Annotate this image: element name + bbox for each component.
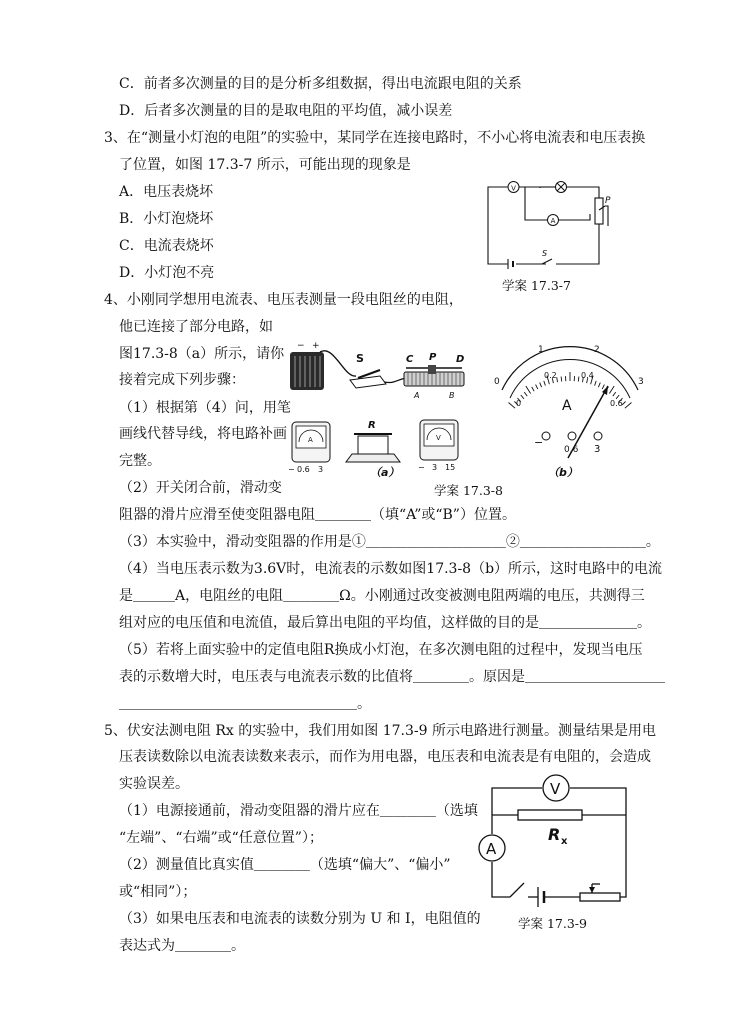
caption-fig-17-3-7: 学案 17.3-7 [502, 278, 571, 293]
svg-text:−: − [297, 341, 305, 351]
dial-tick [521, 395, 524, 399]
fig9-voltmeter-label: V [550, 780, 561, 798]
text-line: 了位置，如图 17.3-7 所示，可能出现的现象是 [119, 157, 411, 173]
voltmeter-letter: V [436, 434, 441, 442]
resistor-r-label: R [368, 420, 376, 431]
dial-tick [561, 377, 562, 382]
text-line: 表的示数增大时，电压表与电流表示数的比值将＿＿＿＿。原因是＿＿＿＿＿＿＿＿＿＿ [119, 669, 665, 685]
dial-tick [526, 386, 531, 394]
text-line: （3）本实验中，滑动变阻器的作用是①＿＿＿＿＿＿＿＿＿＿②＿＿＿＿＿＿＿＿＿。 [119, 534, 660, 550]
fig7-ammeter-label: A [550, 217, 556, 225]
text-line: （1）根据第（4）问，用笔 [119, 400, 291, 416]
dial-top-tick-2: 2 [594, 345, 600, 355]
resistor-device [346, 420, 400, 462]
ammeter-terminal-06: 0.6 [297, 465, 310, 474]
svg-text:+: + [312, 341, 320, 351]
dial-tick [540, 383, 542, 388]
rheostat-device [404, 352, 464, 400]
battery-pack [290, 341, 324, 390]
text-line: D．小灯泡不亮 [119, 265, 215, 281]
rheostat-b-label: B [449, 391, 455, 400]
text-line: 5、伏安法测电阻 Rx 的实验中，我们用如图 17.3-9 所示电路进行测量。测量结果是用电 [104, 723, 656, 739]
fig9-resistor-label: R [548, 825, 561, 844]
dial-unit-label: A [562, 398, 572, 414]
dial-tick [625, 403, 632, 409]
text-line: 是＿＿＿A，电阻丝的电阻＿＿＿＿Ω。小刚通过改变被测电阻两端的电压，共测得三 [119, 588, 645, 604]
dial-tick [532, 387, 534, 391]
ammeter-device [288, 422, 330, 474]
fig7-voltmeter-label: V [511, 184, 516, 193]
dial-top-tick-3: 3 [638, 377, 644, 387]
voltmeter-terminal-3: 3 [432, 463, 438, 472]
rheostat-d-label: D [456, 354, 465, 365]
text-line: （2）开关闭合前，滑动变 [119, 480, 282, 496]
dial-tick [598, 383, 600, 388]
dial-top-tick-0: 0 [494, 377, 500, 387]
text-line: “左端”、“右端”或“任意位置”）； [119, 830, 323, 846]
dial-bottom-tick-06: 0.6 [610, 399, 623, 408]
text-line: 组对应的电压值和电流值，最后算出电阻的平均值，这样做的目的是＿＿＿＿＿＿＿。 [119, 615, 651, 631]
dial-tick [613, 392, 616, 396]
dial-tick [602, 385, 604, 390]
switch-device [350, 352, 386, 388]
dial-terminal-06: 0.6 [564, 445, 579, 455]
dial-terminal-3: 3 [594, 444, 601, 455]
fig8-switch-label: S [356, 352, 364, 365]
caption-fig-17-3-9: 学案 17.3-9 [518, 916, 587, 931]
text-line: 实验误差。 [119, 776, 189, 792]
dial-tick [509, 403, 516, 409]
text-line: （1）电源接通前，滑动变阻器的滑片应在＿＿＿＿（选填 [119, 803, 478, 819]
dial-bottom-tick-02: 0.2 [544, 371, 557, 380]
text-line: 表达式为＿＿＿＿。 [119, 938, 245, 954]
text-line: 阻器的滑片应滑至使变阻器电阻＿＿＿＿（填“A”或“B”）位置。 [119, 507, 516, 523]
figure-17-3-7 [478, 176, 628, 272]
fig9-ammeter-label: A [486, 840, 497, 858]
ammeter-terminal-3: 3 [318, 465, 324, 474]
caption-fig-17-3-8: 学案 17.3-8 [434, 483, 503, 498]
text-line: A．电压表烧坏 [119, 184, 214, 200]
dial-tick [536, 385, 538, 390]
ammeter-letter: A [308, 436, 313, 444]
ammeter-terminal-neg: − [288, 465, 295, 474]
text-line: 4、小刚同学想用电流表、电压表测量一段电阻丝的电阻， [104, 292, 463, 308]
dial-tick [578, 377, 579, 382]
rheostat-p-label: P [429, 352, 437, 363]
text-line: 接着完成下列步骤： [119, 372, 245, 388]
text-line: B．小灯泡烧坏 [119, 211, 214, 227]
fig7-slider-label: P [605, 196, 611, 206]
text-line: 或“相同”）； [119, 884, 197, 900]
part-b-label: （b） [548, 466, 578, 479]
voltmeter-terminal-15: 15 [445, 463, 456, 472]
text-line: D．后者多次测量的目的是取电阻的平均值，减小误差 [119, 103, 453, 119]
figure-17-3-8a [284, 338, 484, 488]
text-line: ＿＿＿＿＿＿＿＿＿＿＿＿＿＿＿＿＿。 [119, 696, 371, 712]
dial-tick [557, 377, 558, 382]
voltmeter-device [418, 420, 458, 472]
dial-tick [544, 381, 546, 386]
text-line: 图17.3-8（a）所示，请你 [119, 346, 285, 362]
dial-terminal-neg: − [534, 436, 544, 449]
dial-tick [524, 392, 527, 396]
fig7-switch-label: S [542, 249, 548, 258]
dial-bottom-tick-0: 0 [516, 399, 522, 408]
rheostat-a-label: A [414, 391, 420, 400]
fig9-resistor-subscript: x [561, 836, 568, 847]
voltmeter-terminal-neg: − [418, 463, 425, 472]
text-line: 他已连接了部分电路，如 [119, 319, 273, 335]
text-line: （3）如果电压表和电流表的读数分别为 U 和 I，电阻值的 [119, 911, 481, 927]
text-line: 3、在“测量小灯泡的电阻”的实验中，某同学在连接电路时，不小心将电流表和电压表换 [104, 130, 646, 146]
text-line: 压表读数除以电流表读数来表示，而作为用电器，电压表和电流表是有电阻的，会造成 [119, 749, 651, 765]
text-line: （4）当电压表示数为3.6V时，电流表的示数如图17.3-8（b）所示，这时电路中的电流 [119, 561, 663, 577]
text-line: 画线代替导线，将电路补画 [119, 426, 287, 442]
dial-tick [609, 386, 614, 394]
text-line: C．前者多次测量的目的是分析多组数据，得出电流跟电阻的关系 [119, 76, 522, 92]
dial-tick [595, 381, 597, 386]
part-a-label: （a） [370, 466, 400, 479]
figure-17-3-9 [472, 774, 637, 914]
dial-bottom-tick-04: 0.4 [581, 371, 594, 380]
dial-top-tick-1: 1 [538, 345, 544, 355]
figure-17-3-8b [488, 340, 648, 480]
text-line: （2）测量值比真实值＿＿＿＿（选填“偏大”、“偏小” [119, 857, 451, 873]
text-line: （5）若将上面实验中的定值电阻R换成小灯泡，在多次测电阻的过程中，发现当电压 [119, 642, 643, 658]
text-line: 完整。 [119, 453, 161, 469]
rheostat-c-label: C [406, 354, 414, 365]
text-line: C．电流表烧坏 [119, 238, 214, 254]
